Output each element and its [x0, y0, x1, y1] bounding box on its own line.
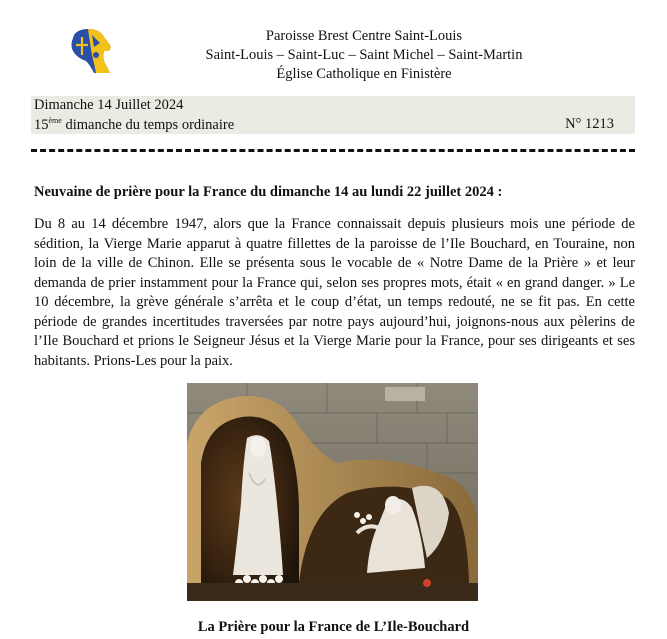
bulletin-date: Dimanche 14 Juillet 2024	[34, 97, 184, 113]
parish-header	[120, 27, 608, 84]
divider	[31, 149, 635, 152]
grotto-statues-image	[187, 383, 478, 601]
sunday-ordinal: 15	[34, 117, 49, 133]
parish-churches: Saint-Louis – Saint-Luc – Saint Michel – Saint-Martin	[205, 47, 523, 63]
sunday-ordinal-suffix: ème	[48, 116, 62, 125]
article-body: Du 8 au 14 décembre 1947, alors que la France connaissait depuis plusieurs mois une période de sédition, la Vierge Marie apparut à quatre fillettes de la paroisse de l’Ile Bouchard, en Touraine, non loin de la ville de Chinon. Elle se présenta sous le vocable de « Notre Dame de la Prière » et leur demanda de prier instamment pour la France qui, selon ses propres mots, était « en grand danger. » Le 10 décembre, la grève générale s’arrêta et le coup d’état, un temps redouté, ne se fit pas. En cette période de grandes incertitudes traversées par notre pays aujourd’hui, joignons-nous aux pèlerins de l’Ile Bouchard et prions le Seigneur Jésus et la Vierge Marie pour la France, pour ses dirigeants et ses habitants. Prions-Les pour la paix.	[34, 216, 635, 369]
parish-logo-icon	[66, 25, 114, 77]
parish-diocese: Église Catholique en Finistère	[276, 66, 452, 82]
image-caption: La Prière pour la France de L’Ile-Bouchard	[197, 619, 470, 635]
liturgical-sunday	[34, 116, 234, 134]
parish-name: Paroisse Brest Centre Saint-Louis	[265, 28, 463, 44]
bulletin-number: N° 1213	[565, 116, 614, 132]
sunday-label: dimanche du temps ordinaire	[61, 117, 235, 133]
article-title: Neuvaine de prière pour la France du dimanche 14 au lundi 22 juillet 2024 :	[34, 184, 503, 200]
